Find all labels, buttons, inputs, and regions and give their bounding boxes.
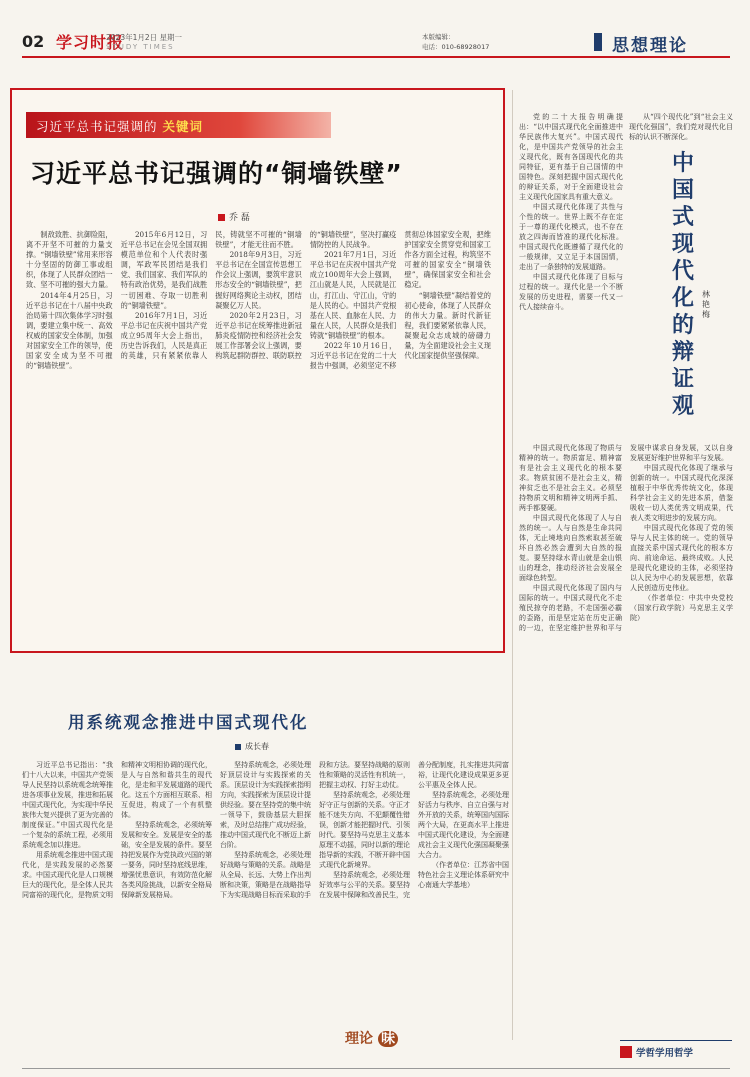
- vertical-article-title: 中国式现代化的辩证观: [671, 151, 694, 419]
- column-tag-icon: [620, 1046, 632, 1058]
- article-title: 习近平总书记强调的“铜墙铁壁”: [30, 159, 403, 188]
- article-body: [26, 230, 491, 645]
- page-number: 02: [22, 32, 45, 51]
- right-article-upper: [519, 112, 733, 442]
- staff-phone: 电话：010-68928017: [422, 43, 490, 51]
- article-paragraph: 中国式现代化体现了共性与个性的统一。世界上既不存在定于一尊的现代化模式，也不存在放之四海而皆准的现代化标准。中国式现代化既遵循了现代化的一般规律，又立足于本国国情，走出了一条独特的发展道路。: [519, 203, 623, 271]
- vertical-article-byline: 林艳梅: [702, 290, 710, 319]
- article-paragraph: 中国式现代化体现了继承与创新的统一。中国式现代化深深植根于中华优秀传统文化，体现科学社会主义的先进本质，借鉴吸收一切人类优秀文明成果，代表人类文明进步的发展方向。: [630, 464, 733, 522]
- featured-article-box: [10, 88, 505, 653]
- article-paragraph: 2022年10月16日，习近平总书记在党的二十大报告中强调，必须坚定不移贯彻总体国家安全观，把维护国家安全贯穿党和国家工作各方面全过程，构筑坚不可摧的国家安全“铜墙铁壁”，确保国家安全和社会稳定。: [309, 230, 491, 371]
- keyword-banner-text: [36, 117, 203, 135]
- byline-square-icon: [235, 744, 241, 750]
- keyword-banner-strong: 关键词: [162, 119, 204, 134]
- article-paragraph: 2018年9月3日，习近平总书记在全国宣传思想工作会议上强调，要筑牢意识形态安全的“铜墙铁壁”，把握好网络舆论主动权，团结凝聚亿万人民。: [215, 250, 302, 310]
- article-paragraph: 中国式现代化体现了物质与精神的统一。物质富足、精神富有是社会主义现代化的根本要求。物质贫困不是社会主义，精神贫乏也不是社会主义。必须坚持物质文明和精神文明两手抓、两手都要硬。: [519, 444, 622, 512]
- article-paragraph: （作者单位：中共中央党校（国家行政学院）马克思主义学院）: [630, 594, 733, 622]
- article-paragraph: 习近平总书记指出：“我们十八大以来，中国共产党领导人民坚持以系统观念统筹推进各项事业发展，推进和拓展中国式现代化，为实现中华民族伟大复兴提供了更为完善的制度保证。”中国式现代化是一个复杂的系统工程，必须用系统观念加以推进。: [22, 761, 113, 849]
- article-paragraph: 坚持系统观念，必须处理好守正与创新的关系。守正才能不迷失方向、不犯颠覆性错误，创新才能把握时代、引领时代。要坚持马克思主义基本原理不动摇，同时以新的理论指导新的实践，不断开辟中国式现代化新境界。: [319, 791, 410, 869]
- column-divider: [512, 90, 513, 1040]
- article-paragraph: 坚持系统观念，必须处理好顶层设计与实践探索的关系。顶层设计为实践探索指明方向，实践探索为顶层设计提供经验。要在坚持党的集中统一领导下，鼓励基层大胆探索，及时总结推广成功经验，推动中国式现代化不断迈上新台阶。: [220, 761, 311, 849]
- article-paragraph: “铜墙铁壁”凝结着党的初心使命，体现了人民群众的伟大力量。新时代新征程，我们要紧紧依靠人民，凝聚起众志成城的磅礴力量，为全面建设社会主义现代化国家提供坚强保障。: [404, 290, 491, 361]
- article-paragraph: 坚持系统观念，必须处理好活力与秩序、自立自强与对外开放的关系，统筹国内国际两个大局，在更高水平上推进中国式现代化建设，为全面建成社会主义现代化强国凝聚强大合力。: [418, 791, 509, 859]
- theory-logo-badge: 味: [378, 1031, 398, 1047]
- article-paragraph: 中国式现代化体现了人与自然的统一。人与自然是生命共同体，无止境地向自然索取甚至破坏自然必然会遭到大自然的报复。要坚持绿水青山就是金山银山的理念，推动经济社会发展全面绿色转型。: [519, 514, 622, 582]
- article-paragraph: 制敌致胜、抗御险阻，离不开坚不可摧的力量支撑。“铜墙铁壁”常用来形容十分坚固的防御工事或组织，体现了人民群众团结一致、坚不可摧的强大力量。: [26, 230, 113, 290]
- masthead: [22, 28, 730, 58]
- article-paragraph: 用系统观念推进中国式现代化，是实践发展的必然要求。中国式现代化是人口规模巨大的现代化，是全体人民共同富裕的现代化，是物质文明和精神文明相协调的现代化，是人与自然和谐共生的现代化，是走和平发展道路的现代化。这五个方面相互联系、相互促进，构成了一个有机整体。: [22, 761, 212, 899]
- article-paragraph: 2016年7月1日，习近平总书记在庆祝中国共产党成立95周年大会上指出，历史告诉我们，人民是真正的英雄，只有紧紧依靠人民，铸就坚不可摧的“铜墙铁壁”，才能无往而不胜。: [120, 230, 302, 361]
- issue-date: 2023年1月2日 星期一: [106, 33, 183, 42]
- bottom-rule: [22, 1068, 730, 1069]
- staff-editor: 本版编辑：: [422, 33, 455, 41]
- article-paragraph: 坚持系统观念，必须统筹发展和安全。发展是安全的基础，安全是发展的条件。要坚持把发展作为党执政兴国的第一要务，同时坚持底线思维，增强忧患意识，有效防范化解各类风险挑战，以新安全格局保障新发展格局。: [121, 821, 212, 899]
- article-paragraph: 从“四个现代化”到“社会主义现代化强国”，我们党对现代化目标的认识不断深化。: [629, 113, 733, 141]
- staff-credits: [422, 32, 489, 52]
- article-paragraph: 2020年2月23日，习近平总书记在统筹推进新冠肺炎疫情防控和经济社会发展工作部署会议上强调，要构筑起群防群控、联防联控的“铜墙铁壁”，坚决打赢疫情防控的人民战争。: [215, 230, 397, 361]
- article-paragraph: 2021年7月1日，习近平总书记在庆祝中国共产党成立100周年大会上强调，江山就是人民，人民就是江山，打江山、守江山，守的是人民的心。中国共产党根基在人民、血脉在人民、力量在人民，人民群众是我们铸就“铜墙铁壁”的根本。: [309, 250, 397, 340]
- right-article-upper-col1: [519, 112, 623, 440]
- section-title: 思想理论: [612, 36, 688, 56]
- article2-body: [22, 760, 509, 1065]
- article-paragraph: 中国式现代化体现了党的领导与人民主体的统一。党的领导直接关系中国式现代化的根本方向、前途命运、最终成败。人民是现代化建设的主体，必须坚持以人民为中心的发展思想，依靠人民创造历史伟业。: [630, 524, 733, 592]
- keyword-banner-prefix: 习近平总书记强调的: [36, 119, 158, 134]
- column-tag-text: 学哲学用哲学: [636, 1048, 694, 1059]
- article-paragraph: 中国式现代化体现了国内与国际的统一。中国式现代化不走殖民掠夺的老路，不走国强必霸的歪路，而是坚定站在历史正确的一边，在坚定维护世界和平与发展中谋求自身发展，又以自身发展更好维护世界和平与发展。: [519, 444, 733, 632]
- author-name: 乔 磊: [229, 213, 250, 223]
- article-paragraph: 中国式现代化体现了目标与过程的统一。现代化是一个不断发展的历史进程，需要一代又一代人接续奋斗。: [519, 273, 623, 311]
- article-paragraph: 2015年6月12日，习近平总书记在会见全国双拥模范单位和个人代表时强调，军政军民团结是我们党、我们国家、我们军队的特有政治优势，是我们战胜一切困难、夺取一切胜利的“铜墙铁壁”。: [120, 230, 208, 310]
- right-article-lower: [519, 443, 733, 1033]
- article2-title: 用系统观念推进中国式现代化: [68, 713, 309, 732]
- theory-logo-text: 理论: [345, 1031, 373, 1047]
- article-byline: [218, 210, 250, 223]
- paper-name-logo: 学习时报: [56, 33, 125, 52]
- byline-square-icon: [218, 214, 225, 221]
- paper-name-en: STUDY TIMES: [106, 43, 175, 51]
- author-name: 成长春: [245, 742, 269, 751]
- article-paragraph: 坚持系统观念，必须处理好战略与策略的关系。战略是从全局、长远、大势上作出判断和决策，策略是在战略指导下为实现战略目标而采取的手段和方法。要坚持战略的原则性和策略的灵活性有机统一，把握主动权、打好主动仗。: [220, 761, 410, 899]
- theory-column-logo: [345, 1028, 425, 1052]
- section-mark-icon: [594, 33, 602, 51]
- keyword-banner: [26, 112, 331, 138]
- column-tag: [620, 1040, 732, 1062]
- article-paragraph: 坚持系统观念，必须处理好效率与公平的关系。要坚持在发展中保障和改善民生，完善分配制度，扎实推进共同富裕，让现代化建设成果更多更公平惠及全体人民。: [319, 761, 509, 899]
- article-paragraph: （作者单位：江苏省中国特色社会主义理论体系研究中心南通大学基地）: [418, 861, 509, 889]
- article-paragraph: 党的二十大报告明确提出：“以中国式现代化全面推进中华民族伟大复兴”。中国式现代化，是中国共产党领导的社会主义现代化，既有各国现代化的共同特征，更有基于自己国情的中国特色。深刻把握中国式现代化的辩证关系，对于全面建设社会主义现代化国家具有重大意义。: [519, 113, 623, 201]
- article2-byline: [235, 741, 269, 752]
- article-paragraph: 2014年4月25日，习近平总书记在十八届中央政治局第十四次集体学习时强调，要建立集中统一、高效权威的国家安全体制，加强对国家安全工作的领导，使国家安全成为坚不可摧的“铜墙铁壁”。: [26, 290, 113, 371]
